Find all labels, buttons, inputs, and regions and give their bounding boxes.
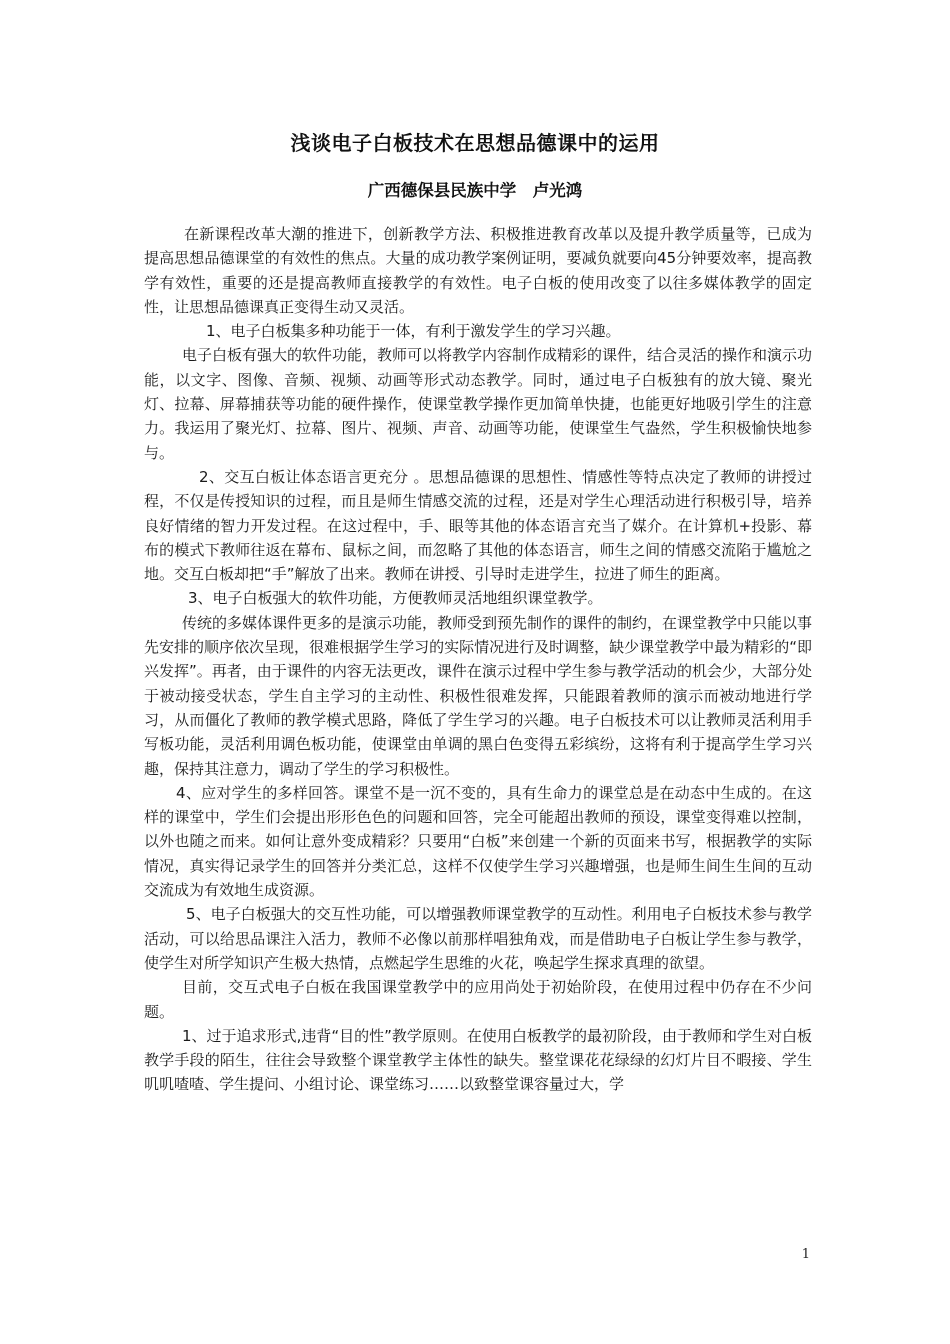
paragraph-point-5: 5、电子白板强大的交互性功能，可以增强教师课堂教学的互动性。利用电子白板技术参与教学活动，可以给思品课注入活力，教师不必像以前那样唱独角戏，而是借助电子白板让学生参与教学，使学生对所学知识产生极大热情，点燃起学生思维的火花，唤起学生探求真理的欲望。 [144,905,812,972]
document-title: 浅谈电子白板技术在思想品德课中的运用 [290,131,660,155]
paragraph-problem-1: 1、过于追求形式,违背“目的性”教学原则。在使用白板教学的最初阶段，由于教师和学生对白板教学手段的陌生，往往会导致整个课堂教学主体性的缺失。整堂课花花绿绿的幻灯片目不暇接、学生叽叽喳喳、学生提问、小组讨论、课堂练习……以致整堂课容量过大，学 [144,1026,812,1094]
document-body [144,222,812,1097]
author-line: 广西德保县民族中学 卢光鸿 [367,181,583,200]
paragraph-point-4: 4、应对学生的多样回答。课堂不是一沉不变的，具有生命力的课堂总是在动态中生成的。在这样的课堂中，学生们会提出形形色色的问题和回答，完全可能超出教师的预设，课堂变得难以控制，以外也随之而来。如何让意外变成精彩？只要用“白板”来创建一个新的页面来书写，根据教学的实际情况，真实得记录学生的回答并分类汇总，这样不仅使学生学习兴趣增强，也是师生间生生间的互动交流成为有效地生成资源。 [144,783,812,900]
heading-point-1: 1、电子白板集多种功能于一体，有利于激发学生的学习兴趣。 [206,322,621,341]
paragraph-point-1: 电子白板有强大的软件功能，教师可以将教学内容制作成精彩的课件，结合灵活的操作和演示功能，以文字、图像、音频、视频、动画等形式动态教学。同时，通过电子白板独有的放大镜、聚光灯、拉幕、屏幕捕获等功能的硬件操作，使课堂教学操作更加简单快捷，也能更好地吸引学生的注意力。我运用了聚光灯、拉幕、图片、视频、声音、动画等功能，使课堂生气盎然，学生积极愉快地参与。 [144,346,813,462]
heading-point-3: 3、电子白板强大的软件功能，方便教师灵活地组织课堂教学。 [188,589,603,608]
paragraph-traditional: 传统的多媒体课件更多的是演示功能，教师受到预先制作的课件的制约，在课堂教学中只能以事先安排的顺序依次呈现，很难根据学生学习的实际情况进行及时调整，缺少课堂教学中最为精彩的“即兴发挥”。再者，由于课件的内容无法更改，课件在演示过程中学生参与教学活动的机会少，大部分处于被动接受状态，学生自主学习的主动性、积极性很难发挥，只能跟着教师的演示而被动地进行学习，从而僵化了教师的教学模式思路，降低了学生学习的兴趣。电子白板技术可以让教师灵活利用手写板功能，灵活利用调色板功能，使课堂由单调的黑白色变得五彩缤纷，这将有利于提高学生学习兴趣，保持其注意力，调动了学生的学习积极性。 [144,613,813,778]
paragraph-problems: 目前，交互式电子白板在我国课堂教学中的应用尚处于初始阶段，在使用过程中仍存在不少问题。 [144,978,812,1021]
page-number: 1 [801,1247,810,1262]
paragraph-point-2: 2、交互白板让体态语言更充分 。思想品德课的思想性、情感性等特点决定了教师的讲授过程，不仅是传授知识的过程，而且是师生情感交流的过程，还是对学生心理活动进行积极引导，培养良好情绪的智力开发过程。在这过程中，手、眼等其他的体态语言充当了媒介。在计算机+投影、幕布的模式下教师往返在幕布、鼠标之间，而忽略了其他的体态语言，师生之间的情感交流陷于尴尬之地。交互白板却把“手”解放了出来。教师在讲授、引导时走进学生，拉进了师生的距离。 [144,467,812,584]
paragraph-intro: 在新课程改革大潮的推进下，创新教学方法、积极推进教育改革以及提升教学质量等，已成为提高思想品德课堂的有效性的焦点。大量的成功教学案例证明，要减负就要向45分钟要效率，提高教学有效性，重要的还是提高教师直接教学的有效性。电子白板的使用改变了以往多媒体教学的固定性，让思想品德课真正变得生动又灵活。 [144,225,812,316]
